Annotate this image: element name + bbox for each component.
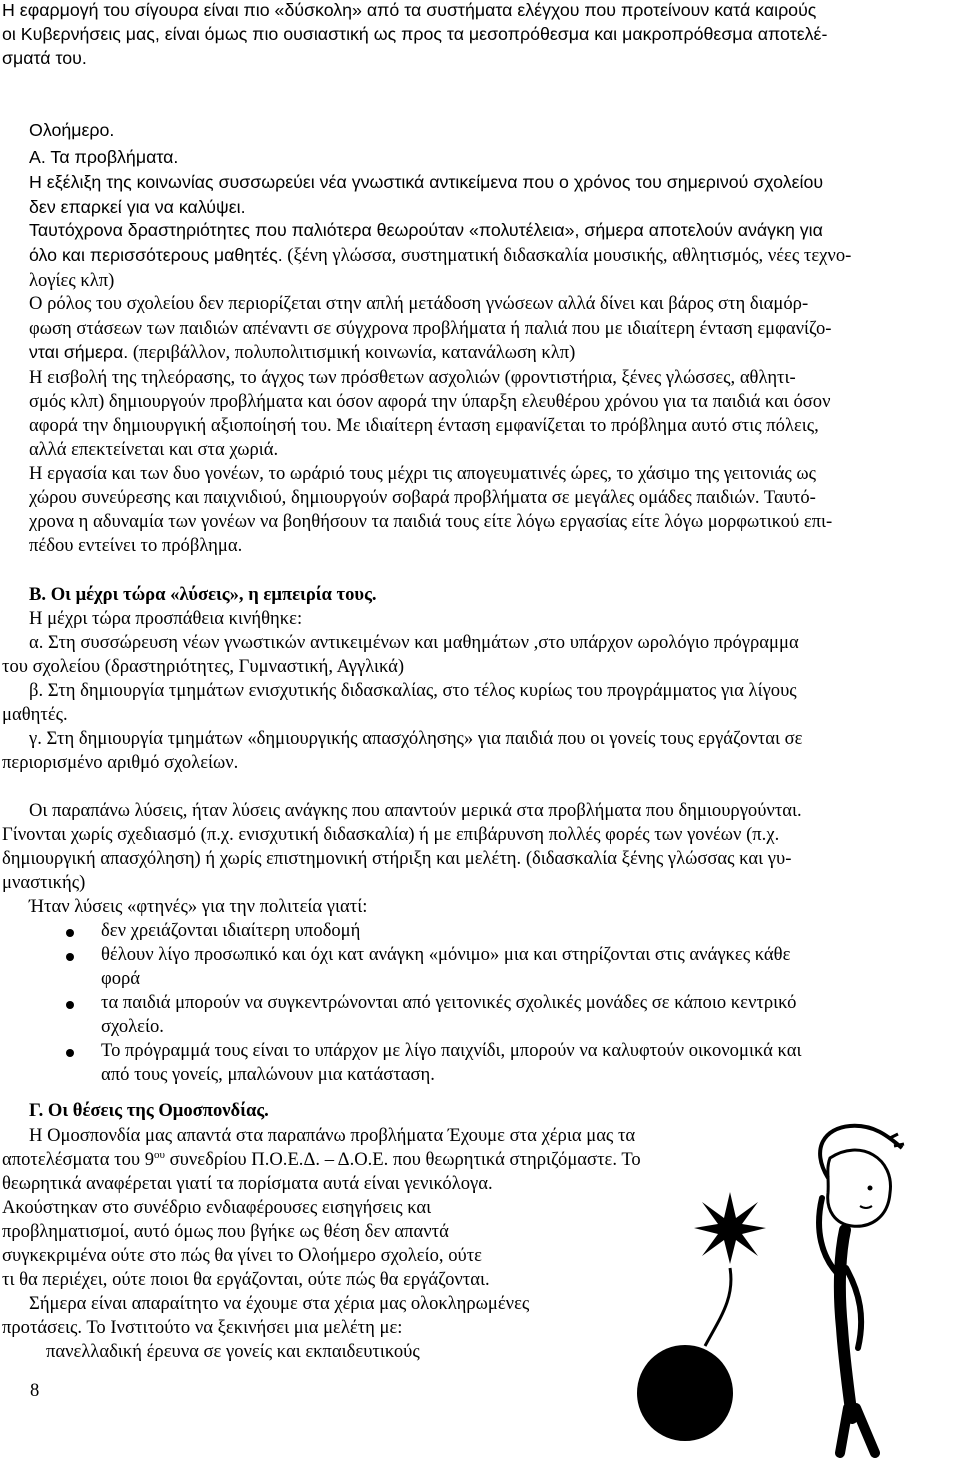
section-a-line-9: Η εισβολή της τηλεόρασης, το άγχος των πρόσθετων ασχολιών (φροντιστήρια, ξένες γλώσσες, αθλητι- xyxy=(29,367,796,388)
bullet-dot xyxy=(66,1049,74,1057)
section-c-heading: Γ. Οι θέσεις της Ομοσπονδίας. xyxy=(29,1100,269,1121)
section-title: Ολοήμερο. xyxy=(29,120,115,140)
section-a-line-8b: (περιβάλλον, πολυπολιτισμική κοινωνία, κατανάλωση κλπ) xyxy=(128,342,576,363)
section-a-line-2: δεν επαρκεί για να καλύψει. xyxy=(29,197,246,217)
section-a-line-4a: όλο και περισσότερους μαθητές. xyxy=(29,245,283,265)
superscript-ordinal: ου xyxy=(154,1149,165,1161)
bullet-dot xyxy=(66,1001,74,1009)
section-a-line-12: αλλά επεκτείνεται και στα χωριά. xyxy=(29,439,279,460)
section-c-line-3: θεωρητικά αναφέρεται γιατί τα πορίσματα αυτά είναι γενικόλογα. xyxy=(2,1173,493,1194)
section-b-line-1: Η μέχρι τώρα προσπάθεια κινήθηκε: xyxy=(29,608,303,629)
section-a-line-6: Ο ρόλος του σχολείου δεν περιορίζεται στην απλή μετάδοση γνώσεων αλλά δίνει και βάρος στη διαμόρ- xyxy=(29,293,809,314)
section-b-line-3: του σχολείου (δραστηριότητες, Γυμναστική, Αγγλικά) xyxy=(2,656,405,677)
section-b-heading: Β. Οι μέχρι τώρα «λύσεις», η εμπειρία τους. xyxy=(29,584,377,605)
section-a-line-11a: αφορά την δημιουργική αξιοποίησή του. xyxy=(29,415,332,436)
section-a-line-8 xyxy=(29,342,960,364)
section-a-line-14: χώρου συνεύρεσης και παιχνιδιού, δημιουργούν σοβαρά προβλήματα σε μεγάλες ομάδες παιδιών. Ταυτό- xyxy=(29,487,816,508)
bullet-item-continued: από τους γονείς, μπαλώνουν μια κατάσταση. xyxy=(101,1064,435,1085)
section-c-line-7: τι θα περιέχει, ούτε ποιοι θα εργάζονται, ούτε πώς θα εργάζονται. xyxy=(2,1269,490,1290)
section-b-line-2: α. Στη συσσώρευση νέων γνωστικών αντικειμένων και μαθημάτων ,στο υπάρχον ωρολόγιο πρόγραμμα xyxy=(29,632,799,653)
thinking-figure-with-bomb-icon xyxy=(590,1118,930,1458)
section-a-line-3: Ταυτόχρονα δραστηριότητες που παλιότερα θεωρούταν «πολυτέλεια», σήμερα αποτελούν ανάγκη για xyxy=(29,220,823,240)
section-c-line-5: προβληματισμοί, αυτό όμως που βγήκε ως θέση δεν απαντά xyxy=(2,1221,449,1242)
section-b-line-8: Οι παραπάνω λύσεις, ήταν λύσεις ανάγκης που απαντούν μερικά στα προβλήματα που δημιουργούνται. xyxy=(29,800,802,821)
section-c-line-4: Ακούστηκαν στο συνέδριο ενδιαφέρουσες εισηγήσεις και xyxy=(2,1197,432,1218)
bullet-item-continued: σχολείο. xyxy=(101,1016,164,1037)
section-b-line-7: περιορισμένο αριθμό σχολείων. xyxy=(2,752,239,773)
bullet-item: Το πρόγραμμά τους είναι το υπάρχον με λίγο παιχνίδι, μπορούν να καλυφτούν οικονομικά και xyxy=(101,1040,802,1061)
section-b-line-12: Ήταν λύσεις «φτηνές» για την πολιτεία γιατί: xyxy=(29,896,368,917)
section-c-line-10: πανελλαδική έρευνα σε γονείς και εκπαιδευτικούς xyxy=(46,1341,420,1362)
section-c-line-2b: συνεδρίου Π.Ο.Ε.Δ. – Δ.Ο.Ε. που θεωρητικά στηριζόμαστε. Το xyxy=(165,1149,641,1171)
section-a-line-5: λογίες κλπ) xyxy=(29,270,115,291)
section-a-line-15: χρονα η αδυναμία των γονέων να βοηθήσουν τα παιδιά τους είτε λόγω εργασίας είτε λόγω μορφωτικού επι- xyxy=(29,511,833,532)
intro-line-1: Η εφαρμογή του σίγουρα είναι πιο «δύσκολη» από τα συστήματα ελέγχου που προτείνουν κατά καιρούς xyxy=(2,0,817,20)
section-b-line-11: μναστικής) xyxy=(2,872,86,893)
section-a-line-1: Η εξέλιξη της κοινωνίας συσσωρεύει νέα γνωστικά αντικείμενα που ο χρόνος του σημερινού σχολείου xyxy=(29,172,824,192)
section-b-line-4: β. Στη δημιουργία τμημάτων ενισχυτικής διδασκαλίας, στο τέλος κυρίως του προγράμματος για λίγους xyxy=(29,680,797,701)
section-c-line-2a: αποτελέσματα του 9 xyxy=(2,1149,155,1171)
bullet-item: θέλουν λίγο προσωπικό και όχι κατ ανάγκη «μόνιμο» μια και στηρίζονται στις ανάγκες κάθε xyxy=(101,944,791,965)
section-a-line-11b: Με ιδιαίτερη ένταση εμφανίζεται το πρόβλημα αυτό στις πόλεις, xyxy=(331,415,819,436)
section-b-line-10: δημιουργική απασχόληση) ή χωρίς επιστημονική στήριξη και μελέτη. (διδασκαλία ξένης γλώσσας και γυ- xyxy=(2,848,792,869)
section-a-line-8a: νται σήμερα. xyxy=(29,342,129,362)
section-a-line-4b: (ξένη γλώσσα, συστηματική διδασκαλία μουσικής, αθλητισμός, νέες τεχνο- xyxy=(282,245,852,266)
section-a-line-16: πέδου εντείνει το πρόβλημα. xyxy=(29,535,243,556)
bullet-dot xyxy=(66,953,74,961)
bullet-dot xyxy=(66,929,74,937)
section-c-line-6: συγκεκριμένα ούτε στο πώς θα γίνει το Ολοήμερο σχολείο, ούτε xyxy=(2,1245,482,1266)
intro-line-2: οι Κυβερνήσεις μας, είναι όμως πιο ουσιαστική ως προς τα μεσοπρόθεσμα και μακροπρόθεσμα αποτελέ- xyxy=(2,24,828,44)
section-b-line-6: γ. Στη δημιουργία τμημάτων «δημιουργικής απασχόλησης» για παιδιά που οι γονείς τους εργάζονται σε xyxy=(29,728,803,749)
bullet-item: τα παιδιά μπορούν να συγκεντρώνονται από γειτονικές σχολικές μονάδες σε κάποιο κεντρικό xyxy=(101,992,797,1013)
page-number: 8 xyxy=(30,1380,40,1401)
section-b-line-5: μαθητές. xyxy=(2,704,68,725)
bullet-item: δεν χρειάζονται ιδιαίτερη υποδομή xyxy=(101,920,361,941)
section-a-line-10: σμός κλπ) δημιουργούν προβλήματα και όσον αφορά την ύπαρξη ελευθέρου χρόνου για τα παιδιά και όσον xyxy=(29,391,831,412)
bullet-item-continued: φορά xyxy=(101,968,141,989)
section-a-line-13: Η εργασία και των δυο γονέων, το ωράριό τους μέχρι τις απογευματινές ώρες, το χάσιμο της γειτονιάς ως xyxy=(29,463,816,484)
section-a-line-4 xyxy=(29,245,960,267)
section-a-line-7: φωση στάσεων των παιδιών απέναντι σε σύγχρονα προβλήματα ή παλιά που με ιδιαίτερη ένταση εμφανίζο- xyxy=(29,318,832,339)
section-a-heading: Α. Τα προβλήματα. xyxy=(29,147,179,167)
section-c-line-9: προτάσεις. Το Ινστιτούτο να ξεκινήσει μια μελέτη με: xyxy=(2,1317,403,1338)
section-b-line-9: Γίνονται χωρίς σχεδιασμό (π.χ. ενισχυτική διδασκαλία) ή με επιβάρυνση πολλές φορές των γονέων (π.χ. xyxy=(2,824,780,845)
section-c-line-1: Η Ομοσπονδία μας απαντά στα παραπάνω προβλήματα Έχουμε στα χέρια μας τα xyxy=(29,1125,636,1146)
section-a-line-11 xyxy=(29,415,960,437)
section-c-line-8: Σήμερα είναι απαραίτητο να έχουμε στα χέρια μας ολοκληρωμένες xyxy=(29,1293,530,1314)
intro-line-3: σματά του. xyxy=(2,48,87,68)
